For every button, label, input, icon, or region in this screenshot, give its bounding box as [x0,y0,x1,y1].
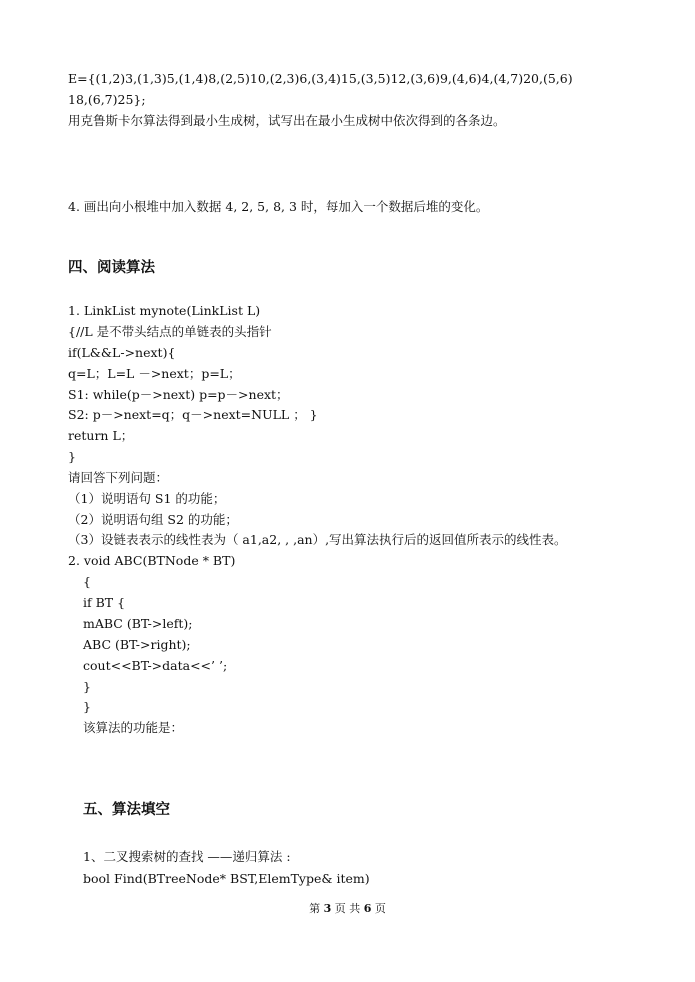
algo2-line: ABC (BT->right); [83,637,191,652]
sub-question-1: （1）说明语句 S1 的功能； [68,491,226,506]
footer-middle: 页 共 [334,902,361,915]
footer-suffix: 页 [374,902,386,915]
algo2-line: { [83,574,91,589]
algo1-line: if(L&&L->next){ [68,345,176,360]
algo1-line: S2: p－>next=q；q－>next=NULL ； } [68,407,318,422]
heap-question: 4. 画出向小根堆中加入数据 4, 2, 5, 8, 3 时，每加入一个数据后堆的变化。 [68,199,489,214]
algo2-line: if BT { [83,595,126,610]
algo2-line: mABC (BT->left); [83,616,193,631]
algo1-line: 1. LinkList mynote(LinkList L) [68,303,261,318]
section-4-heading: 四、阅读算法 [68,260,155,276]
algo1-line: return L； [68,428,134,443]
fill-in-item-1: 1、二叉搜索树的查找 ——递归算法 : [83,849,291,864]
edge-set-line-1: E={(1,2)3,(1,3)5,(1,4)8,(2,5)10,(2,3)6,(3,4)15,(3,5)12,(3,6)9,(4,6)4,(4,7)20,(5,6) [68,71,573,86]
sub-question-2: （2）说明语句组 S2 的功能； [68,512,238,527]
algo2-line: } [83,679,91,694]
algo2-line: } [83,699,91,714]
algo1-line: } [68,449,76,464]
current-page-number: 3 [323,902,332,915]
algo1-line: {//L 是不带头结点的单链表的头指针 [68,324,272,339]
sub-question-3: （3）设链表表示的线性表为（ a1,a2, , ,an）,写出算法执行后的返回值所表示的线性表。 [68,532,567,547]
algo2-question: 该算法的功能是： [83,720,184,735]
section-5-heading: 五、算法填空 [83,802,170,818]
questions-intro: 请回答下列问题： [68,470,169,485]
page-footer [0,902,695,916]
footer-prefix: 第 [309,902,321,915]
edge-set-line-2: 18,(6,7)25}; [68,92,146,107]
find-signature: bool Find(BTreeNode* BST,ElemType& item) [83,871,370,886]
algo2-header: 2. void ABC(BTNode * BT) [68,553,236,568]
total-page-number: 6 [363,902,372,915]
kruskal-question: 用克鲁斯卡尔算法得到最小生成树，试写出在最小生成树中依次得到的各条边。 [68,113,506,128]
algo2-line: cout<<BT->data<<’ ’; [83,658,228,673]
algo1-line: q=L；L=L －>next；p=L； [68,366,241,381]
algo1-line: S1: while(p－>next) p=p－>next； [68,387,289,402]
